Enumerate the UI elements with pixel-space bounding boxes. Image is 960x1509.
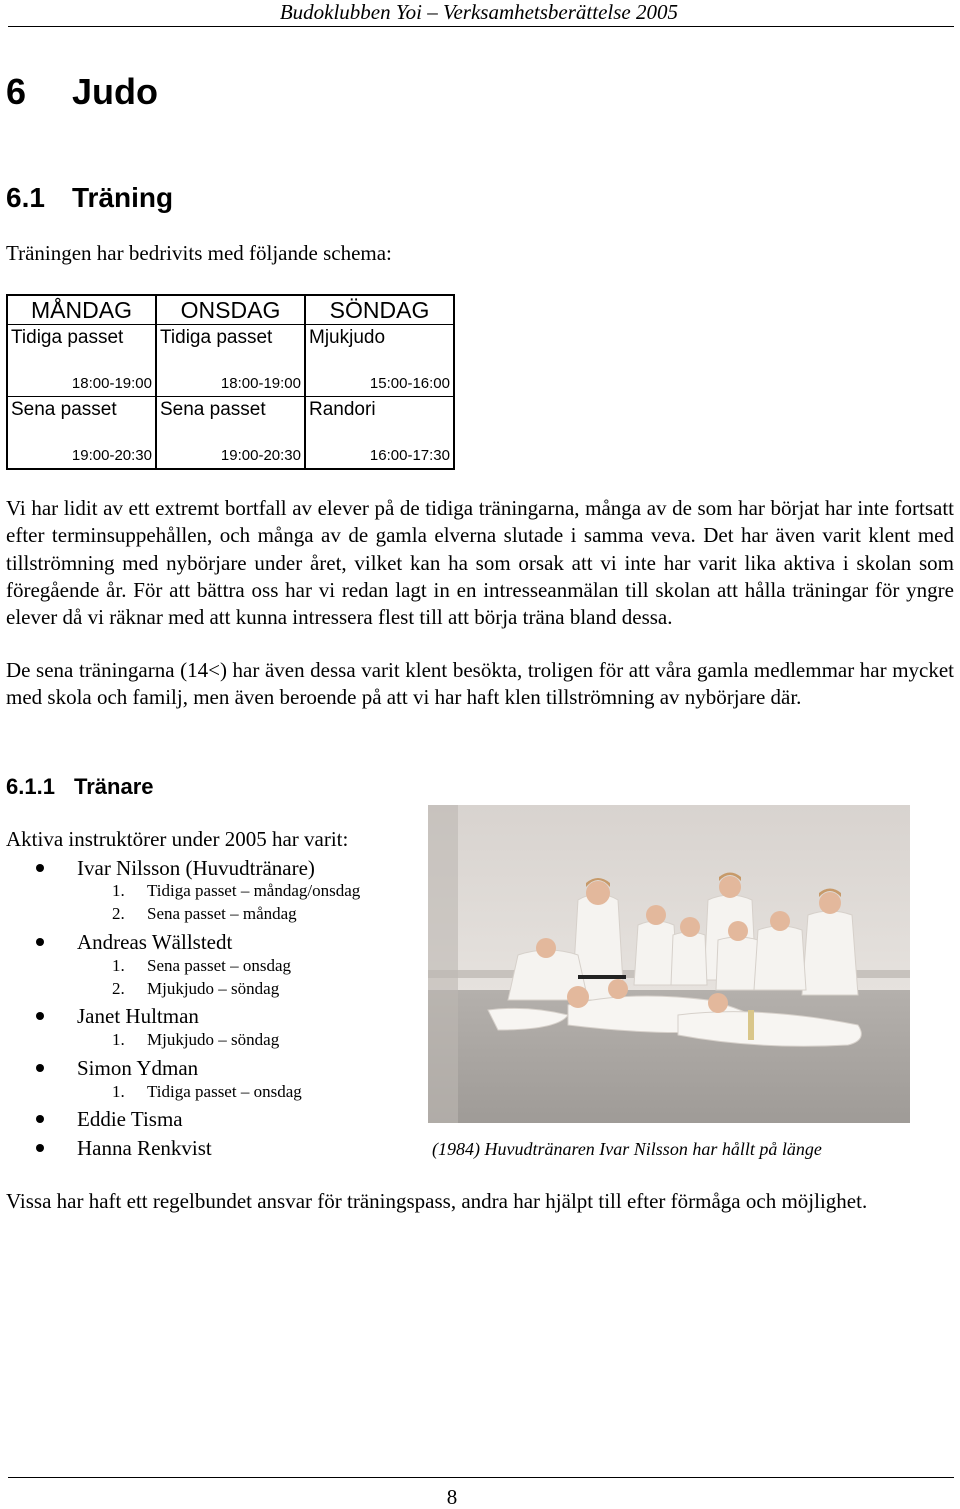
- coach-name: Ivar Nilsson (Huvudtränare): [77, 856, 315, 880]
- section-number: 6: [6, 71, 27, 112]
- session-name: Mjukjudo: [305, 325, 454, 352]
- schedule-table: [6, 294, 455, 470]
- coach-duty: 1. Sena passet – onsdag: [112, 956, 292, 975]
- schedule-session-row: [7, 325, 454, 352]
- coach-name: Simon Ydman: [77, 1056, 199, 1080]
- day-header: MÅNDAG: [7, 295, 156, 325]
- bullet-icon: [36, 1144, 44, 1152]
- session-name: Sena passet: [11, 399, 117, 420]
- subsection-title: Träning: [72, 182, 174, 213]
- bullet-icon: [36, 1115, 44, 1123]
- paragraph-responsibility: Vissa har haft ett regelbundet ansvar för träningspass, andra har hjälpt till efter förmåga och möjlighet.: [6, 1189, 868, 1213]
- bullet-icon: [36, 938, 44, 946]
- session-name: Tidiga passet: [11, 327, 124, 348]
- coaches-intro: Aktiva instruktörer under 2005 har varit:: [6, 827, 349, 851]
- subsubsection-heading: [6, 772, 154, 802]
- coach-duty: 2. Sena passet – måndag: [112, 904, 297, 923]
- schedule-time-row: [7, 351, 454, 397]
- header-rule: [8, 26, 954, 27]
- section-title: Judo: [72, 71, 158, 112]
- coach-name: Hanna Renkvist: [77, 1136, 212, 1160]
- subsection-number: 6.1: [6, 182, 45, 213]
- coach-duty: 2. Mjukjudo – söndag: [112, 979, 280, 998]
- schedule-session-row: [7, 397, 454, 424]
- subsubsection-title: Tränare: [74, 774, 154, 799]
- day-header: ONSDAG: [156, 295, 305, 325]
- coach-name: Eddie Tisma: [77, 1107, 183, 1131]
- session-name: Randori: [305, 397, 454, 424]
- coach-duty: 1. Mjukjudo – söndag: [112, 1030, 280, 1049]
- page-number: 8: [446, 1485, 458, 1509]
- section-heading: [6, 70, 158, 114]
- bullet-icon: [36, 864, 44, 872]
- schedule-time-row: [7, 423, 454, 469]
- day-header: SÖNDAG: [305, 295, 454, 325]
- schedule-intro: Träningen har bedrivits med följande schema:: [6, 241, 392, 265]
- subsection-heading: [6, 180, 173, 216]
- session-time: 15:00-16:00: [305, 351, 454, 397]
- session-name: Tidiga passet: [156, 325, 305, 352]
- session-time: 16:00-17:30: [305, 423, 454, 469]
- coach-duty: 1. Tidiga passet – måndag/onsdag: [112, 881, 361, 900]
- session-time: 18:00-19:00: [156, 351, 305, 397]
- session-name: Sena passet: [156, 397, 305, 424]
- schedule-header-row: [7, 295, 454, 325]
- photo-caption: (1984) Huvudtränaren Ivar Nilsson har hållt på länge: [432, 1139, 822, 1159]
- session-time: 19:00-20:30: [71, 447, 152, 464]
- coach-name: Janet Hultman: [77, 1004, 199, 1028]
- group-photo: [428, 805, 910, 1123]
- paragraph-attendance: Vi har lidit av ett extremt bortfall av elever på de tidiga träningarna, många av de som har börjat har inte fortsatt efter terminsuppehållen, och många av de gamla elverna slutade i samma veva. Det har även varit klent med tillströmning med nybörjare under året, vilket kan ha som orsak att vi inte har varit lika aktiva i skolan som föregående år. För att bättra oss har vi redan lagt in en intresseanmälan till skolan att hålla träningar för yngre elever då vi räknar med att kunna intressera flest till att börja träna bland dessa.: [6, 496, 954, 630]
- coach-duty: 1. Tidiga passet – onsdag: [112, 1082, 302, 1101]
- paragraph-late-sessions: De sena träningarna (14<) har även dessa varit klent besökta, troligen för att våra gamla medlemmar har mycket med skola och familj, men även beroende på att vi har haft klen tillströmning av nybörjare där.: [6, 658, 954, 710]
- bullet-icon: [36, 1064, 44, 1072]
- session-time: 19:00-20:30: [156, 423, 305, 469]
- footer-rule: [8, 1477, 954, 1478]
- running-header: Budoklubben Yoi – Verksamhetsberättelse 2005: [279, 0, 678, 24]
- coach-name: Andreas Wällstedt: [77, 930, 233, 954]
- bullet-icon: [36, 1012, 44, 1020]
- session-time: 18:00-19:00: [7, 351, 156, 397]
- subsubsection-number: 6.1.1: [6, 774, 55, 799]
